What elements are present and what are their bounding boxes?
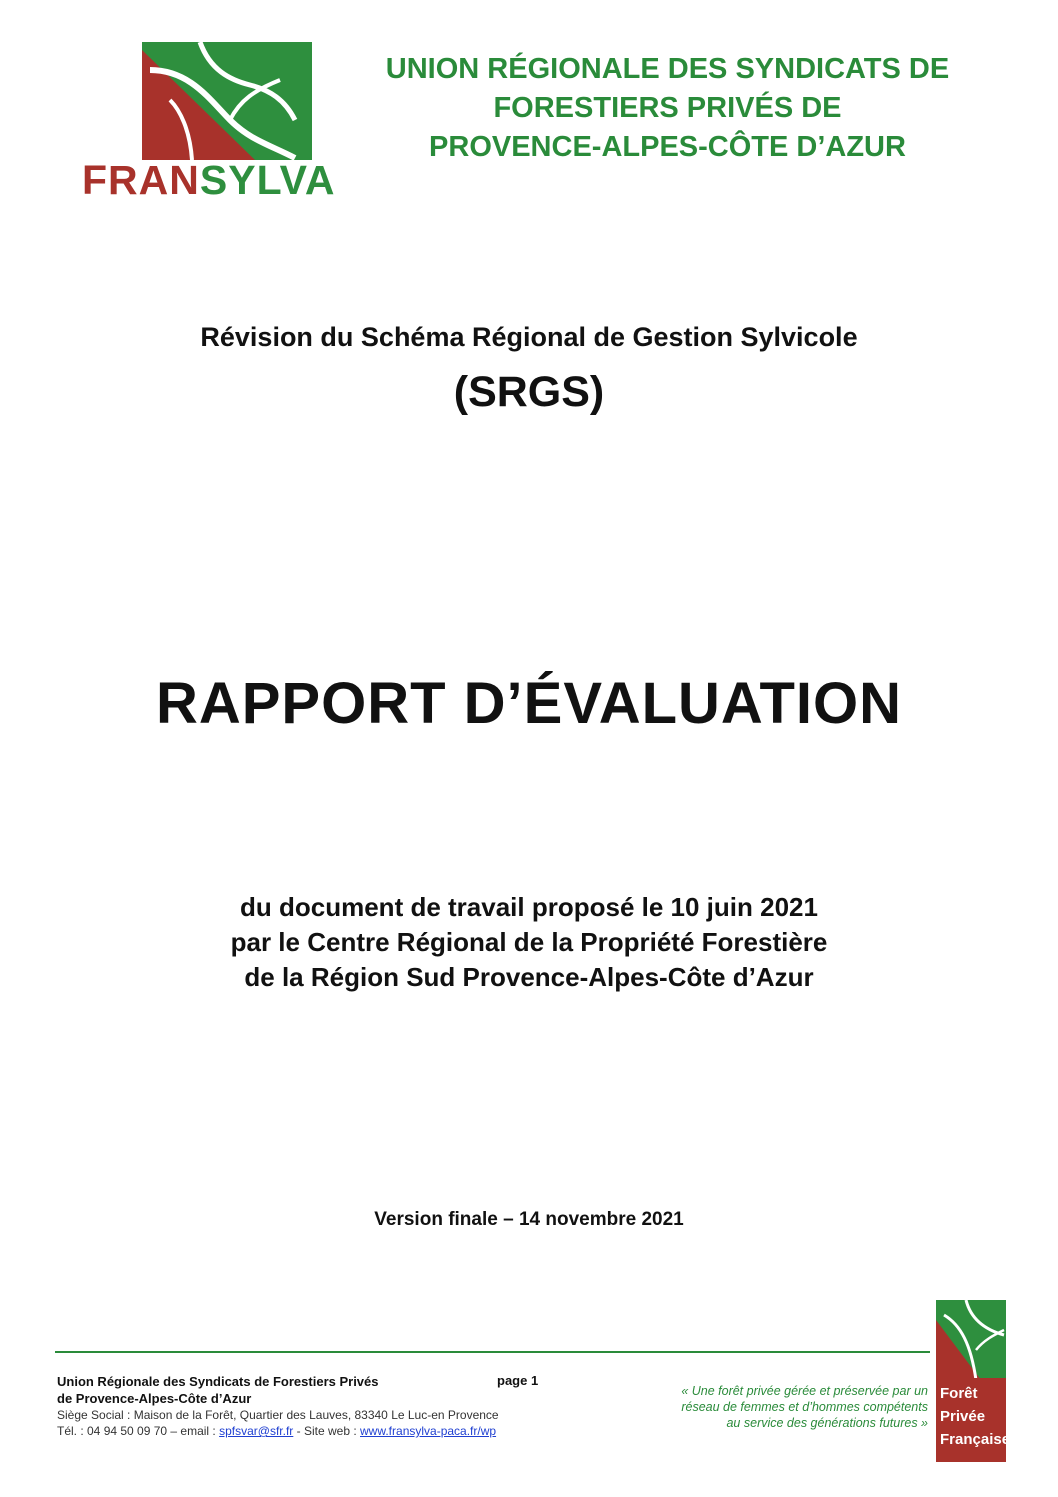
footer-org-line: de Provence-Alpes-Côte d’Azur: [57, 1391, 252, 1406]
logo-sylva: SYLVA: [199, 157, 336, 203]
quote-line: « Une forêt privée gérée et préservée par un: [681, 1384, 928, 1398]
document-subject: Révision du Schéma Régional de Gestion Sylvicole: [200, 322, 858, 352]
logo-fran: FRAN: [82, 157, 200, 203]
footer-quote: [630, 1383, 928, 1431]
report-description: [0, 890, 1058, 995]
foret-privee-francaise-badge: [936, 1300, 1011, 1462]
fransylva-logo-text: [82, 157, 336, 203]
page-number: page 1: [497, 1373, 539, 1388]
footer-divider: [55, 1351, 930, 1353]
version-label: Version finale – 14 novembre 2021: [374, 1209, 684, 1230]
email-link[interactable]: spfsvar@sfr.fr: [219, 1424, 294, 1438]
organization-title: [355, 50, 980, 167]
website-link[interactable]: www.fransylva-paca.fr/wp: [360, 1424, 497, 1438]
badge-line: Forêt: [940, 1385, 978, 1402]
description-line: du document de travail proposé le 10 juin 2021: [240, 892, 818, 922]
quote-line: au service des générations futures »: [726, 1416, 928, 1430]
site-prefix: - Site web :: [293, 1424, 361, 1438]
badge-line: Française: [940, 1431, 1011, 1448]
description-line: par le Centre Régional de la Propriété Forestière: [230, 927, 828, 957]
tree-emblem-icon: [936, 1300, 1006, 1380]
document-acronym: (SRGS): [453, 368, 605, 416]
footer-address: Siège Social : Maison de la Forêt, Quartier des Lauves, 83340 Le Luc-en Provence: [57, 1408, 499, 1422]
badge-line: Privée: [940, 1408, 986, 1425]
org-title-line: PROVENCE-ALPES-CÔTE D’AZUR: [429, 131, 906, 163]
org-title-line: UNION RÉGIONALE DES SYNDICATS DE: [385, 53, 950, 85]
quote-line: réseau de femmes et d’hommes compétents: [681, 1400, 928, 1414]
footer-org-line: Union Régionale des Syndicats de Forestiers Privés: [57, 1374, 379, 1389]
description-line: de la Région Sud Provence-Alpes-Côte d’Azur: [244, 962, 814, 992]
tel-text: Tél. : 04 94 50 09 70 – email :: [57, 1424, 220, 1438]
footer-contact: [57, 1407, 499, 1439]
org-title-line: FORESTIERS PRIVÉS DE: [493, 92, 842, 124]
footer-organization: [57, 1373, 379, 1407]
footer-contact-line: [57, 1423, 499, 1439]
report-title: RAPPORT D’ÉVALUATION: [155, 671, 903, 736]
badge-text: [940, 1382, 1011, 1451]
